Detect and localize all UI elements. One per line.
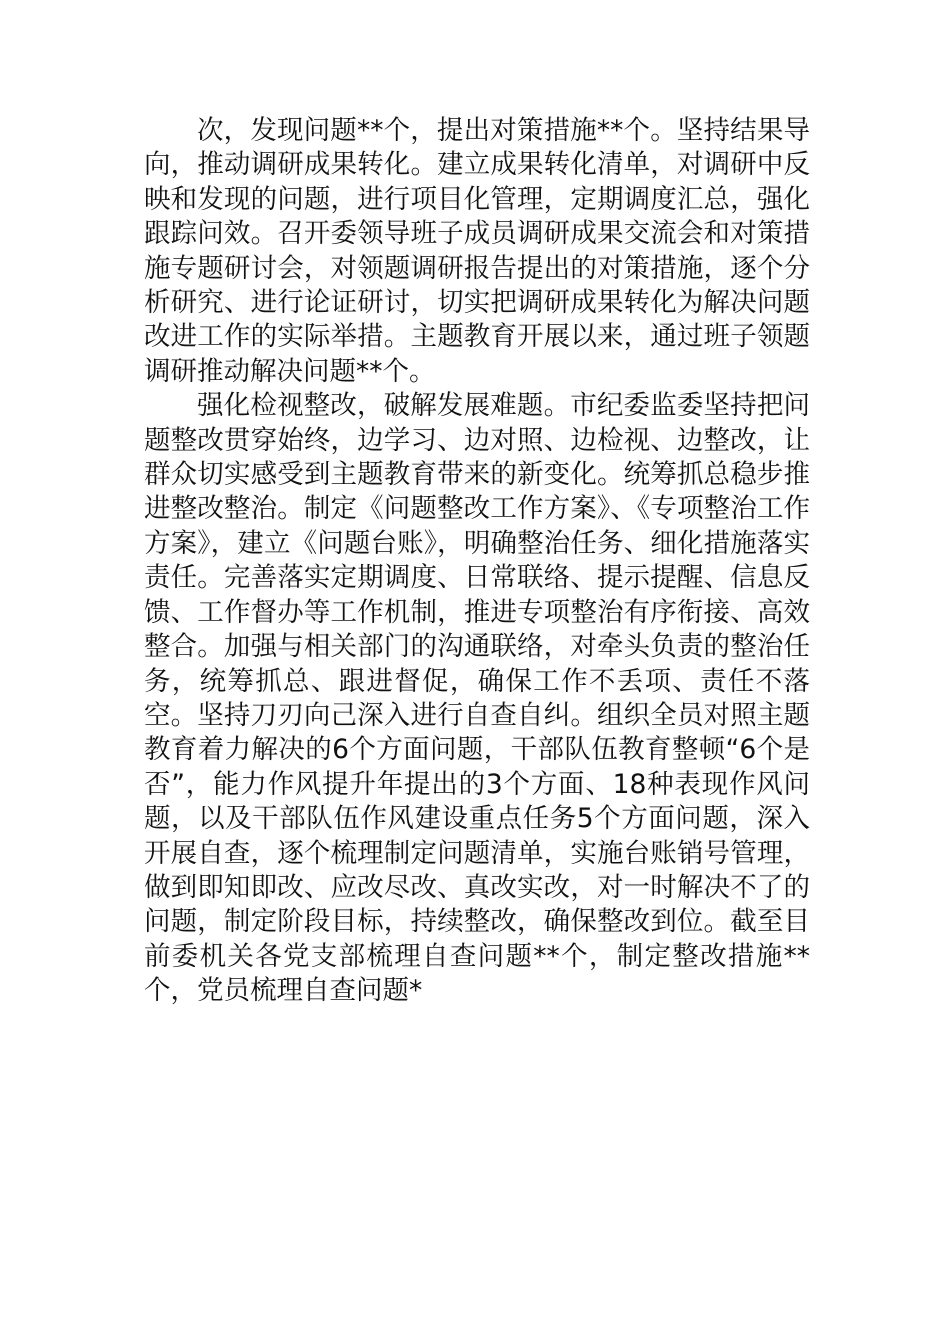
paragraph-2: 强化检视整改，破解发展难题。市纪委监委坚持把问题整改贯穿始终，边学习、边对照、边检视、边整改，让群众切实感受到主题教育带来的新变化。统筹抓总稳步推进整改整治。制定《问题整改工作方案》、《专项整治工作方案》，建立《问题台账》，明确整治任务、细化措施落实责任。完善落实定期调度、日常联络、提示提醒、信息反馈、工作督办等工作机制，推进专项整治有序衔接、高效整合。加强与相关部门的沟通联络，对牵头负责的整治任务，统筹抓总、跟进督促，确保工作不丢项、责任不落空。坚持刀刃向己深入进行自查自纠。组织全员对照主题教育着力解决的6个方面问题，干部队伍教育整顿“6个是否”，能力作风提升年提出的3个方面、18种表现作风问题，以及干部队伍作风建设重点任务5个方面问题，深入开展自查，逐个梳理制定问题清单，实施台账销号管理，做到即知即改、应改尽改、真改实改，对一时解决不了的问题，制定阶段目标，持续整改，确保整改到位。截至目前委机关各党支部梳理自查问题**个，制定整改措施**个，党员梳理自查问题* [144, 390, 810, 1007]
paragraph-1: 次，发现问题**个，提出对策措施**个。坚持结果导向，推动调研成果转化。建立成果转化清单，对调研中反映和发现的问题，进行项目化管理，定期调度汇总，强化跟踪问效。召开委领导班子成员调研成果交流会和对策措施专题研讨会，对领题调研报告提出的对策措施，逐个分析研究、进行论证研讨，切实把调研成果转化为解决问题改进工作的实际举措。主题教育开展以来，通过班子领题调研推动解决问题**个。 [144, 115, 810, 387]
document-body [144, 114, 810, 1009]
